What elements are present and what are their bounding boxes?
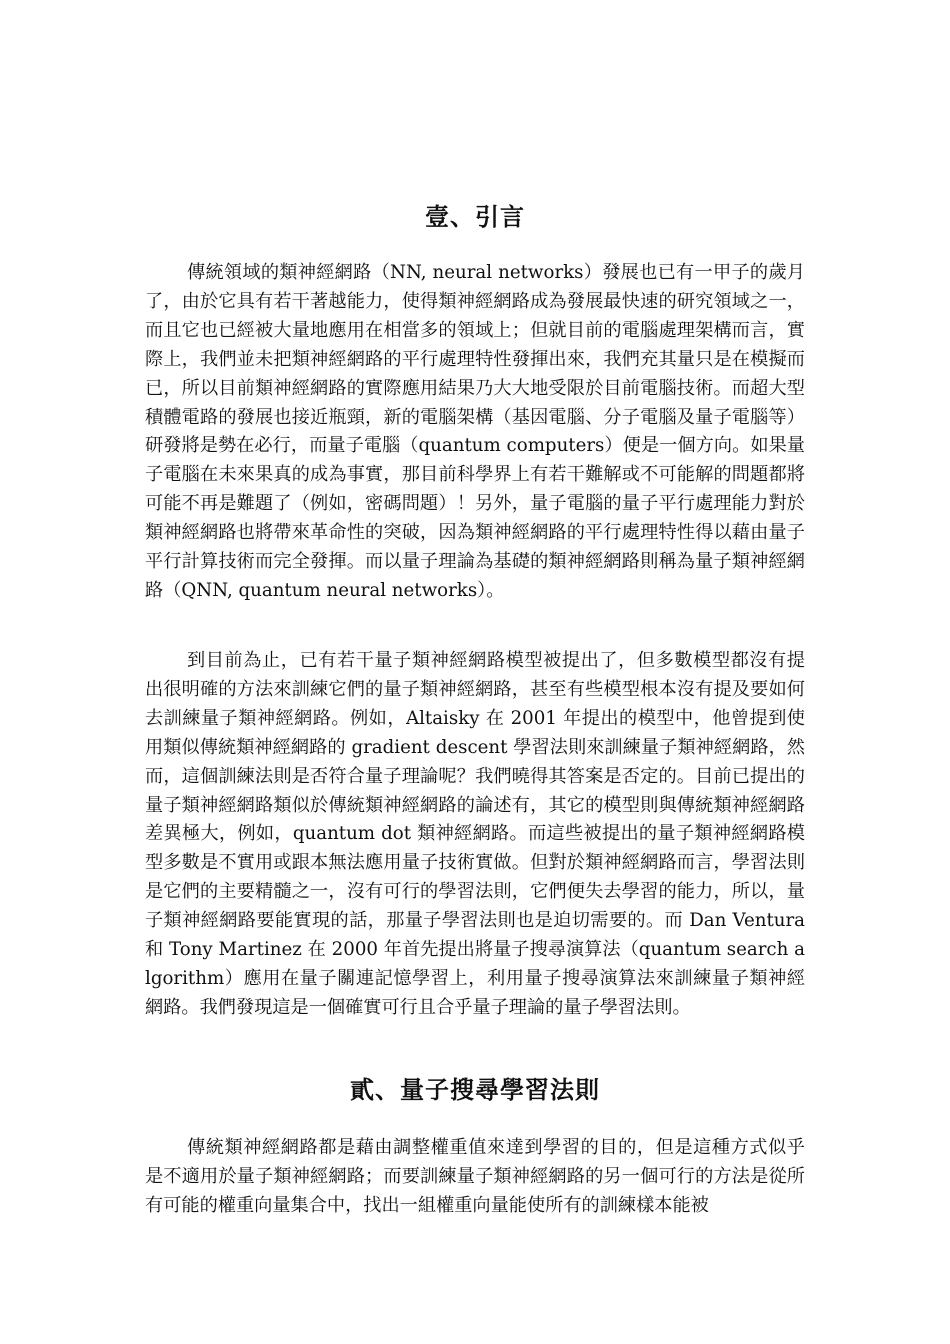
section-heading-introduction: 壹、引言 — [425, 202, 525, 231]
section-heading-quantum-search-learning: 貳、量子搜尋學習法則 — [350, 1075, 600, 1104]
paragraph: 到目前為止，已有若干量子類神經網路模型被提出了，但多數模型都沒有提出很明確的方法來訓練它們的量子類神經網路，甚至有些模型根本沒有提及要如何去訓練量子類神經網路。例如，Altaisky 在 2001 年提出的模型中，他曾提到使用類似傳統類神經網路的 gradient descent 學習法則來訓練量子類神經網路，然而，這個訓練法則是否符合量子理論呢？我們曉得其答案是否定的。目前已提出的量子類神經網路類似於傳統類神經網路的論述有，其它的模型則與傳統類神經網路差異極大，例如，quantum dot 類神經網路。而這些被提出的量子類神經網路模型多數是不實用或跟本無法應用量子技術實做。但對於類神經網路而言，學習法則是它們的主要精髓之一，沒有可行的學習法則，它們便失去學習的能力，所以，量子類神經網路要能實現的話，那量子學習法則也是迫切需要的。而 Dan Ventura 和 Tony Martinez 在 2000 年首先提出將量子搜尋演算法（quantum search algorithm）應用在量子關連記憶學習上，利用量子搜尋演算法來訓練量子類神經網路。我們發現這是一個確實可行且合乎量子理論的量子學習法則。 — [145, 650, 805, 1018]
paragraph: 傳統領域的類神經網路（NN, neural networks）發展也已有一甲子的歲月了，由於它具有若干著越能力，使得類神經網路成為發展最快速的研究領域之一，而且它也已經被大量地應用在相當多的領域上；但就目前的電腦處理架構而言，實際上，我們並未把類神經網路的平行處理特性發揮出來，我們充其量只是在模擬而已，所以目前類神經網路的實際應用結果乃大大地受限於目前電腦技術。而超大型積體電路的發展也接近瓶頸，新的電腦架構（基因電腦、分子電腦及量子電腦等）研發將是勢在必行，而量子電腦（quantum computers）便是一個方向。如果量子電腦在未來果真的成為事實，那目前科學界上有若干難解或不可能解的問題都將可能不再是難題了（例如，密碼問題）！另外，量子電腦的量子平行處理能力對於類神經網路也將帶來革命性的突破，因為類神經網路的平行處理特性得以藉由量子平行計算技術而完全發揮。而以量子理論為基礎的類神經網路則稱為量子類神經網路（QNN, quantum neural networks）。 — [145, 262, 805, 601]
paragraph: 傳統類神經網路都是藉由調整權重值來達到學習的目的，但是這種方式似乎是不適用於量子類神經網路；而要訓練量子類神經網路的另一個可行的方法是從所有可能的權重向量集合中，找出一組權重向量能使所有的訓練樣本能被 — [145, 1137, 805, 1216]
